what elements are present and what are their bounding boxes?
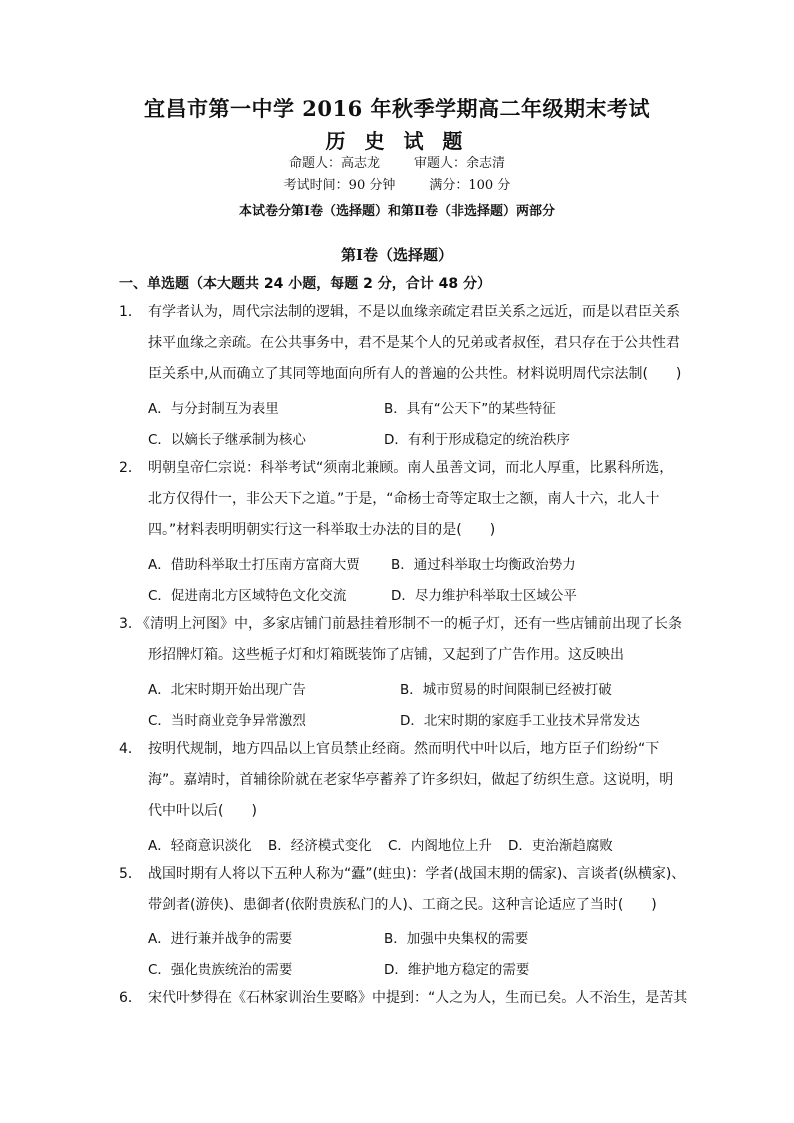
option-c: C．内阁地位上升 bbox=[388, 838, 492, 854]
question-2 bbox=[119, 453, 679, 546]
option-d: D．维护地方稳定的需要 bbox=[384, 962, 530, 978]
option-a: A．借助科举取士打压南方富商大贾 bbox=[148, 557, 360, 573]
option-a: A．北宋时期开始出现广告 bbox=[148, 682, 306, 698]
option-c: C．强化贵族统治的需要 bbox=[148, 962, 293, 978]
option-b: B．加强中央集权的需要 bbox=[384, 931, 529, 947]
question-text: 四。”材料表明明朝实行这一科举取士办法的目的是( ) bbox=[148, 522, 496, 538]
question-text: 带剑者(游侠)、患御者(依附贵族私门的人)、工商之民。这种言论适应了当时( ) bbox=[148, 897, 657, 913]
subject-title: 历 史 试 题 bbox=[325, 129, 469, 153]
question-text: 形招牌灯箱。这些栀子灯和灯箱既装饰了店铺，又起到了广告作用。这反映出 bbox=[148, 647, 624, 663]
option-d: D．尽力维护科举取士区域公平 bbox=[391, 588, 577, 604]
question-text: 抹平血缘之亲疏。在公共事务中，君不是某个人的兄弟或者叔侄，君只存在于公共性君 bbox=[148, 335, 680, 351]
question-5 bbox=[119, 859, 686, 921]
exam-info-line bbox=[0, 174, 794, 193]
question-text: 有学者认为，周代宗法制的逻辑，不是以血缘亲疏定君臣关系之远近，而是以君臣关系 bbox=[148, 304, 680, 320]
option-d: D．吏治渐趋腐败 bbox=[508, 838, 613, 854]
question-text: 海”。嘉靖时，首辅徐阶就在老家华亭蓄养了许多织妇，做起了纺织生意。这说明，明 bbox=[148, 772, 674, 788]
option-b: B．经济模式变化 bbox=[268, 838, 372, 854]
question-text: 《清明上河图》中，多家店铺门前悬挂着形制不一的栀子灯，还有一些店铺前出现了长条 bbox=[136, 616, 682, 632]
reviewer: 审题人：余志清 bbox=[414, 156, 506, 171]
question-number: 2． bbox=[119, 460, 142, 476]
setter: 命题人：高志龙 bbox=[288, 156, 380, 171]
paper-note: 本试卷分第Ⅰ卷（选择题）和第Ⅱ卷（非选择题）两部分 bbox=[238, 204, 556, 219]
option-d: D．有利于形成稳定的统治秩序 bbox=[384, 432, 570, 448]
author-line bbox=[0, 152, 794, 171]
question-1 bbox=[119, 297, 682, 390]
question-3 bbox=[119, 609, 682, 671]
question-text: 按明代规制，地方四品以上官员禁止经商。然而明代中叶以后，地方臣子们纷纷“下 bbox=[148, 741, 660, 757]
question-number: 6． bbox=[119, 990, 142, 1006]
question-text: 宋代叶梦得在《石林家训治生要略》中提到：“人之为人，生而已矣。人不治生，是苦其 bbox=[148, 990, 688, 1006]
option-b: B．具有“公天下”的某些特征 bbox=[384, 401, 556, 417]
question-number: 3. bbox=[119, 616, 133, 632]
option-a: A．轻商意识淡化 bbox=[148, 838, 252, 854]
question-number: 5． bbox=[119, 866, 142, 882]
question-number: 4． bbox=[119, 741, 142, 757]
question-text: 明朝皇帝仁宗说：科举考试“须南北兼顾。南人虽善文词，而北人厚重，比累科所选， bbox=[148, 460, 674, 476]
option-c: C．以嫡长子继承制为核心 bbox=[148, 432, 306, 448]
question-4 bbox=[119, 734, 679, 827]
option-d: D．北宋时期的家庭手工业技术异常发达 bbox=[400, 713, 640, 729]
question-text: 北方仅得什一，非公天下之道。”于是，“命杨士奇等定取士之额，南人十六，北人十 bbox=[148, 491, 660, 507]
section-heading: 一、单选题（本大题共 24 小题，每题 2 分，合计 48 分） bbox=[119, 276, 491, 292]
question-text: 战国时期有人将以下五种人称为“蠹”(蛀虫)：学者(战国末期的儒家)、言谈者(纵横家)、 bbox=[148, 866, 686, 882]
question-6 bbox=[119, 983, 688, 1014]
exam-time: 考试时间：90 分钟 bbox=[283, 178, 396, 193]
part-heading: 第Ⅰ卷（选择题） bbox=[340, 246, 454, 264]
question-number: 1． bbox=[119, 304, 142, 320]
option-a: A．与分封制互为表里 bbox=[148, 401, 279, 417]
option-b: B．城市贸易的时间限制已经被打破 bbox=[400, 682, 612, 698]
question-text: 代中叶以后( ) bbox=[148, 803, 257, 819]
question-text: 臣关系中,从而确立了其同等地面向所有人的普遍的公共性。材料说明周代宗法制( ) bbox=[148, 366, 682, 382]
option-c: C．促进南北方区域特色文化交流 bbox=[148, 588, 347, 604]
option-a: A．进行兼并战争的需要 bbox=[148, 931, 293, 947]
option-c: C．当时商业竞争异常激烈 bbox=[148, 713, 306, 729]
exam-title: 宜昌市第一中学 2016 年秋季学期高二年级期末考试 bbox=[143, 96, 651, 121]
option-b: B．通过科举取士均衡政治势力 bbox=[391, 557, 576, 573]
full-score: 满分：100 分 bbox=[429, 178, 511, 193]
